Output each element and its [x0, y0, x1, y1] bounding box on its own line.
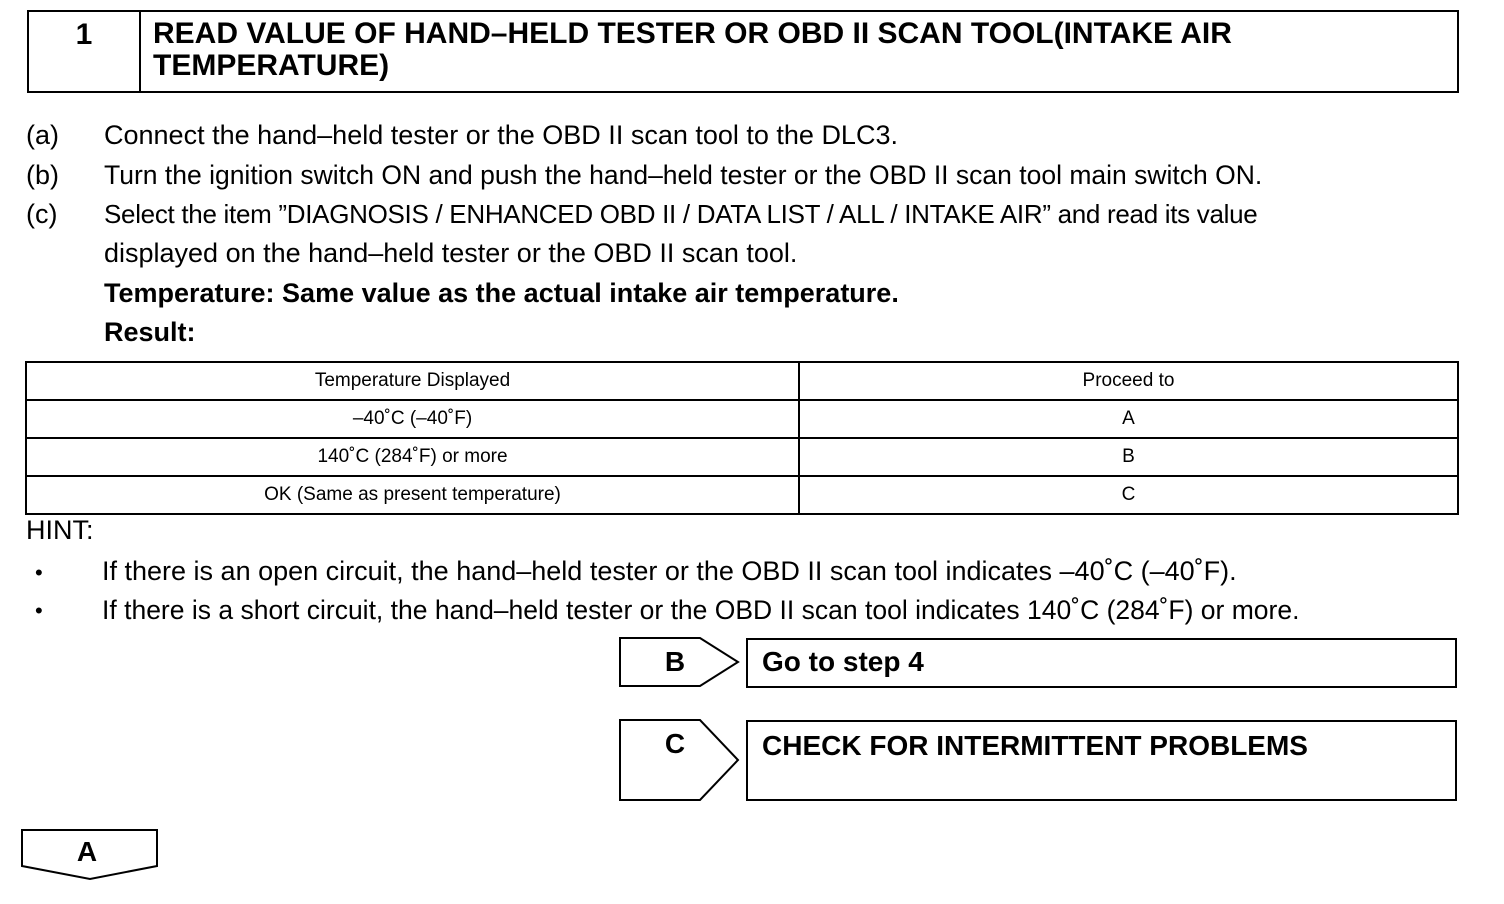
branch-c-letter: C [664, 728, 686, 759]
instruction-text: Select the item ”DIAGNOSIS / ENHANCED OBD II / DATA LIST / ALL / INTAKE AIR” and read its value [104, 199, 1258, 229]
instruction-label: (a) [26, 120, 59, 150]
table-cell: –40˚C (–40˚F) [26, 400, 799, 438]
step-title [153, 18, 1447, 82]
step-header [27, 10, 1459, 93]
result-label: Result: [104, 317, 196, 347]
table-row [26, 400, 1458, 438]
table-header: Temperature Displayed [26, 362, 799, 400]
branch-a-letter: A [76, 836, 98, 867]
instruction-label: (b) [26, 160, 59, 190]
table-header: Proceed to [799, 362, 1458, 400]
bullet-icon: • [35, 598, 43, 623]
branch-c-action: CHECK FOR INTERMITTENT PROBLEMS [746, 720, 1457, 801]
table-cell: B [799, 438, 1458, 476]
table-row [26, 438, 1458, 476]
spec-text: Temperature: Same value as the actual intake air temperature. [104, 278, 899, 308]
table-header-row [26, 362, 1458, 400]
step-number: 1 [29, 12, 141, 91]
instruction-text: Turn the ignition switch ON and push the hand–held tester or the OBD II scan tool main switch ON. [104, 160, 1263, 190]
result-table [25, 361, 1459, 515]
table-cell: A [799, 400, 1458, 438]
instruction-a [0, 120, 1504, 152]
instruction-c [0, 199, 1504, 231]
step-title-line1: READ VALUE OF HAND–HELD TESTER OR OBD II SCAN TOOL(INTAKE AIR [153, 17, 1232, 50]
hint-label: HINT: [26, 515, 94, 545]
hint-bullet: If there is a short circuit, the hand–held tester or the OBD II scan tool indicates 140˚C (284˚F) or more. [102, 595, 1300, 625]
bullet-icon: • [35, 560, 43, 585]
table-cell: C [799, 476, 1458, 514]
instruction-c-continued: displayed on the hand–held tester or the OBD II scan tool. [104, 238, 798, 268]
hint-bullet: If there is an open circuit, the hand–held tester or the OBD II scan tool indicates –40˚C (–40˚F). [102, 556, 1237, 586]
step-title-line2: TEMPERATURE) [153, 49, 390, 82]
instruction-text: Connect the hand–held tester or the OBD II scan tool to the DLC3. [104, 120, 898, 150]
table-cell: 140˚C (284˚F) or more [26, 438, 799, 476]
branch-b-action: Go to step 4 [746, 638, 1457, 688]
table-cell: OK (Same as present temperature) [26, 476, 799, 514]
instruction-label: (c) [26, 199, 58, 229]
table-row [26, 476, 1458, 514]
branch-b-letter: B [664, 646, 686, 677]
instruction-b [0, 160, 1504, 192]
